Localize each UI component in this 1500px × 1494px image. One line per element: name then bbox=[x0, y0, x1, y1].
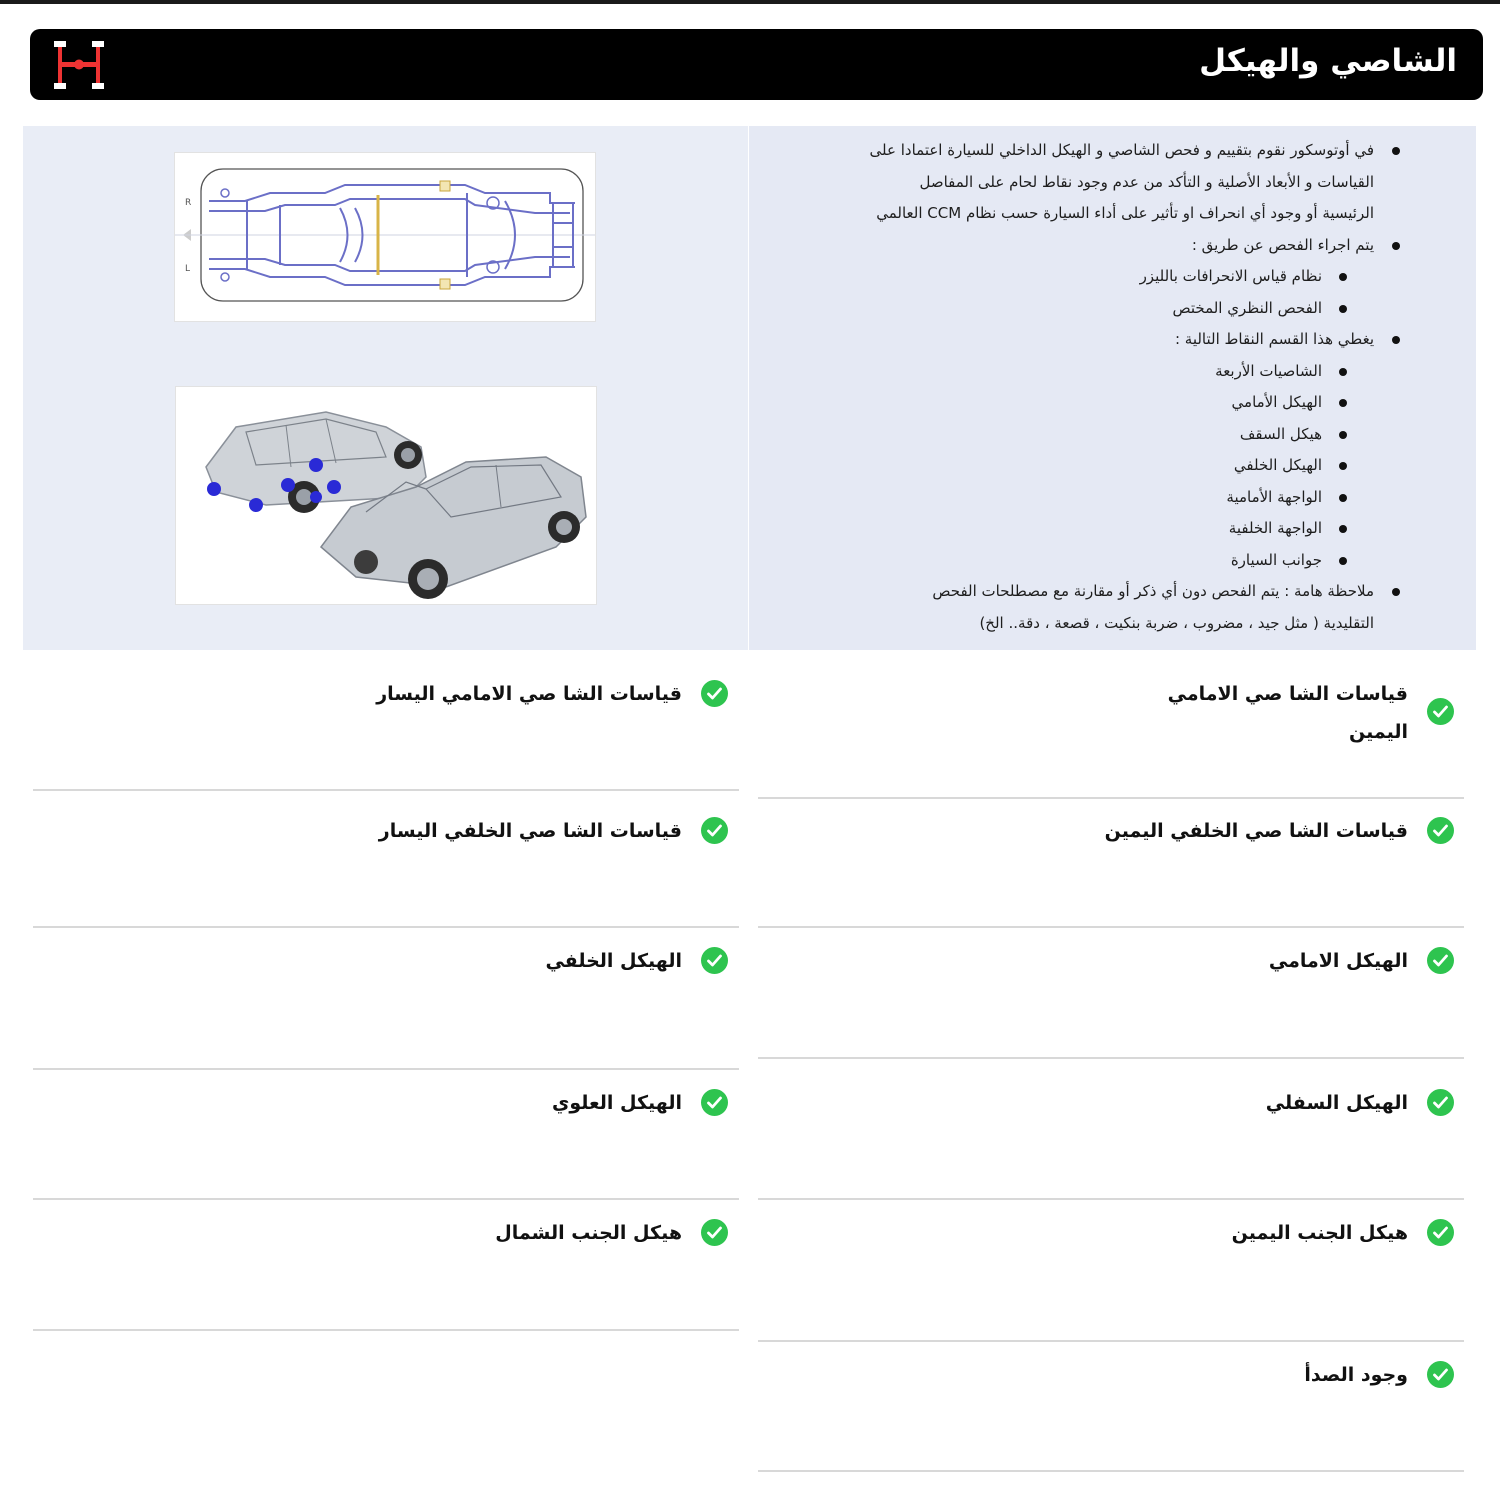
check-item-label: هيكل الجنب الشمال bbox=[495, 1222, 682, 1244]
check-item-front-left-chassis bbox=[122, 675, 682, 715]
info-list-item: في أوتوسكور نقوم بتقييم و فحص الشاصي و الهيكل الداخلي للسيارة اعتمادا على bbox=[814, 135, 1374, 167]
check-item-front-right-chassis bbox=[868, 675, 1408, 755]
check-circle-icon bbox=[701, 1219, 728, 1246]
check-item-label: قياسات الشا صي الامامي اليسار bbox=[376, 683, 682, 705]
check-item-label: قياسات الشا صي الامامي اليمين bbox=[1167, 683, 1408, 743]
info-list-item: هيكل السقف bbox=[814, 419, 1322, 451]
inspection-info-list bbox=[814, 135, 1374, 639]
check-item-label: الهيكل السفلي bbox=[1265, 1092, 1408, 1114]
check-circle-icon bbox=[1427, 817, 1454, 844]
check-item-rear-left-chassis bbox=[122, 812, 682, 852]
check-circle-icon bbox=[701, 680, 728, 707]
divider bbox=[758, 1057, 1464, 1059]
frame-label-l: L bbox=[185, 264, 191, 274]
section-title: الشاصي والهيكل bbox=[1199, 43, 1457, 79]
divider bbox=[758, 1470, 1464, 1472]
check-item-label: هيكل الجنب اليمين bbox=[1231, 1222, 1408, 1244]
frame-label-r: R bbox=[185, 198, 192, 208]
check-item-right-side-body bbox=[868, 1214, 1408, 1254]
divider bbox=[33, 1198, 739, 1200]
info-list-item: ملاحظة هامة : يتم الفحص دون أي ذكر أو مقارنة مع مصطلحات الفحص bbox=[814, 576, 1374, 608]
divider bbox=[33, 1068, 739, 1070]
divider bbox=[758, 1340, 1464, 1342]
check-item-left-side-body bbox=[122, 1214, 682, 1254]
check-item-label: قياسات الشا صي الخلفي اليسار bbox=[378, 820, 682, 842]
info-list-item: الشاصيات الأربعة bbox=[814, 356, 1322, 388]
check-item-label: الهيكل الخلفي bbox=[545, 950, 682, 972]
info-list-item: يغطي هذا القسم النقاط التالية : bbox=[814, 324, 1374, 356]
chassis-icon bbox=[52, 39, 106, 91]
check-circle-icon bbox=[1427, 698, 1454, 725]
check-item-rear-body bbox=[122, 942, 682, 982]
divider bbox=[758, 797, 1464, 799]
check-item-underbody bbox=[868, 1084, 1408, 1124]
check-circle-icon bbox=[701, 817, 728, 844]
divider bbox=[33, 1329, 739, 1331]
info-list-item: جوانب السيارة bbox=[814, 545, 1322, 577]
info-list-item: الواجهة الأمامية bbox=[814, 482, 1322, 514]
top-border bbox=[0, 0, 1500, 4]
divider bbox=[33, 926, 739, 928]
info-list-item: القياسات و الأبعاد الأصلية و التأكد من عدم وجود نقاط لحام على المفاصل bbox=[919, 172, 1374, 191]
chassis-frame-diagram bbox=[174, 152, 596, 322]
check-item-front-body bbox=[868, 942, 1408, 982]
check-item-rust bbox=[868, 1356, 1408, 1396]
info-list-item: الرئيسية أو وجود أي انحراف او تأثير على أداء السيارة حسب نظام CCM العالمي bbox=[876, 204, 1374, 222]
info-list-item: يتم اجراء الفحص عن طريق : bbox=[814, 230, 1374, 262]
check-circle-icon bbox=[1427, 1089, 1454, 1116]
check-circle-icon bbox=[701, 947, 728, 974]
car-body-structure-image bbox=[175, 386, 597, 605]
divider bbox=[33, 789, 739, 791]
check-circle-icon bbox=[1427, 947, 1454, 974]
check-circle-icon bbox=[701, 1089, 728, 1116]
info-list-item: نظام قياس الانحرافات بالليزر bbox=[814, 261, 1322, 293]
info-list-item: الهيكل الخلفي bbox=[814, 450, 1322, 482]
info-list-item: الفحص النظري المختص bbox=[814, 293, 1322, 325]
check-item-label: الهيكل العلوي bbox=[551, 1092, 682, 1114]
check-item-label: قياسات الشا صي الخلفي اليمين bbox=[1104, 820, 1408, 842]
divider bbox=[758, 926, 1464, 928]
info-list-item: التقليدية ( مثل جيد ، مضروب ، ضربة بنكيت ، قصعة ، دقة.. الخ) bbox=[979, 613, 1374, 632]
check-item-label: الهيكل الامامي bbox=[1268, 950, 1408, 972]
check-item-upper-body bbox=[122, 1084, 682, 1124]
info-list-item: الهيكل الأمامي bbox=[814, 387, 1322, 419]
section-header bbox=[30, 29, 1483, 100]
info-list-item: الواجهة الخلفية bbox=[814, 513, 1322, 545]
check-item-label: وجود الصدأ bbox=[1304, 1364, 1408, 1386]
check-circle-icon bbox=[1427, 1219, 1454, 1246]
divider bbox=[758, 1198, 1464, 1200]
check-item-rear-right-chassis bbox=[868, 812, 1408, 852]
check-circle-icon bbox=[1427, 1361, 1454, 1388]
